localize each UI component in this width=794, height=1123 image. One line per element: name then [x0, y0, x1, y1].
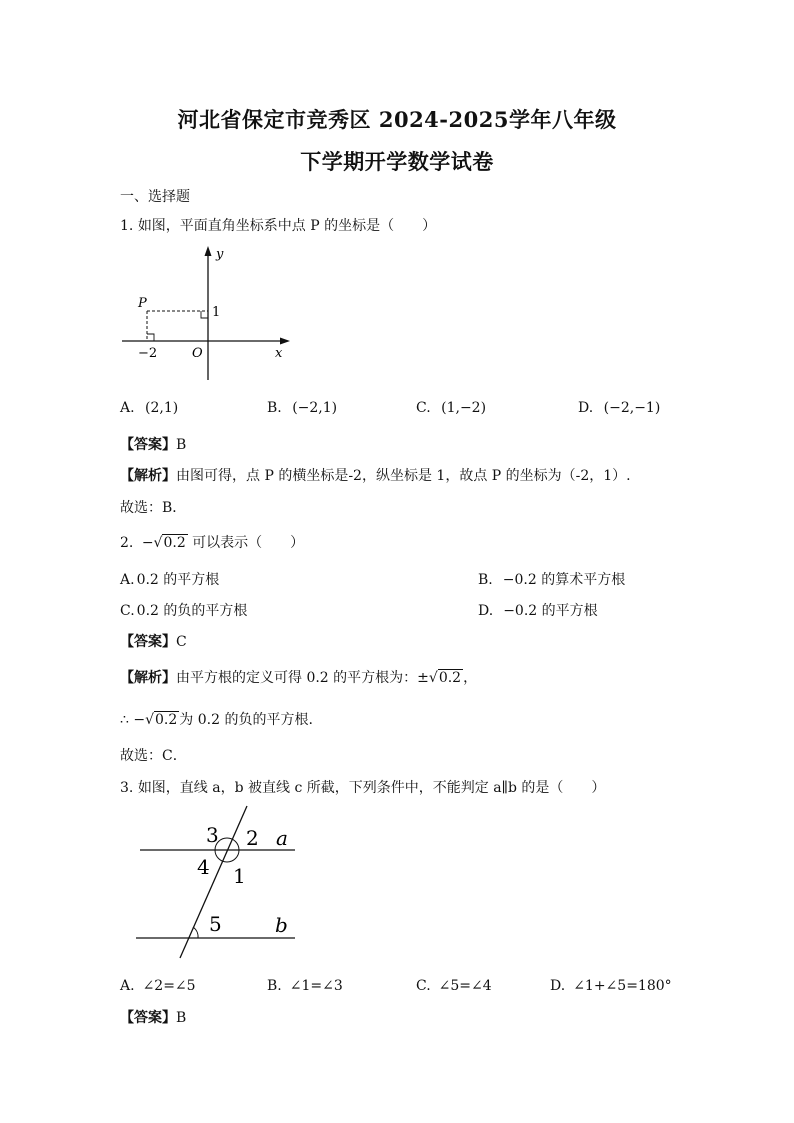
q2-therefore — [120, 710, 313, 730]
option-key: B. — [267, 978, 282, 994]
sqrt-expression — [145, 710, 179, 730]
origin-label: O — [192, 346, 203, 361]
q1-conclusion: 故选：B． — [120, 500, 187, 516]
option-text: ∠1=∠3 — [289, 978, 343, 994]
right-angle-mark-p — [147, 334, 154, 341]
radicand: 0.2 — [155, 712, 178, 728]
radical-sign: √ — [145, 712, 155, 728]
option-text: (2,1) — [145, 400, 179, 416]
analysis-text: 由平方根的定义可得 0.2 的平方根为：± — [176, 670, 429, 686]
x-axis-label: x — [275, 346, 283, 361]
option-key: C. — [416, 978, 431, 994]
question-text: 如图，直线 a，b 被直线 c 所截，下列条件中，不能判定 a∥b 的是（ ） — [137, 780, 606, 796]
analysis-text: 由图可得，点 P 的横坐标是-2，纵坐标是 1，故点 P 的坐标为（-2，1）. — [176, 468, 631, 484]
minus-sign: − — [141, 535, 154, 551]
q2-option-a — [120, 570, 219, 590]
q1-option-c — [416, 398, 486, 418]
option-text: ∠5=∠4 — [438, 978, 492, 994]
coordinate-figure — [110, 240, 300, 385]
option-text: ∠1+∠5=180° — [573, 978, 672, 994]
q3-answer — [120, 1008, 186, 1028]
option-key: D. — [578, 400, 594, 416]
q1-option-d — [578, 398, 660, 418]
q2-conclusion: 故选：C． — [120, 748, 187, 764]
section-heading: 一、选择题 — [120, 189, 190, 205]
answer-value: C — [176, 634, 187, 650]
option-text: (1,−2) — [441, 400, 487, 416]
option-key: B. — [478, 572, 493, 588]
sqrt-expression — [154, 533, 188, 553]
y-axis-arrow — [205, 246, 212, 256]
q1-analysis — [120, 466, 631, 486]
answer-value: B — [176, 1010, 187, 1026]
option-key: A. — [120, 400, 135, 416]
answer-tag: 【答案】 — [120, 437, 176, 453]
therefore-text: ∴ − — [120, 712, 146, 728]
angle-5-label: 5 — [209, 912, 222, 936]
option-text: 0.2 的平方根 — [136, 572, 220, 588]
radical-sign: √ — [153, 535, 163, 551]
option-text: (−2,1) — [292, 400, 338, 416]
question-1-stem — [120, 216, 436, 236]
answer-tag: 【答案】 — [120, 634, 176, 650]
question-number: 1. — [120, 218, 134, 234]
analysis-tag: 【解析】 — [120, 468, 176, 484]
analysis-punct: ， — [463, 670, 478, 686]
q3-option-a — [120, 976, 196, 996]
answer-tag: 【答案】 — [120, 1010, 176, 1026]
q2-answer — [120, 632, 187, 652]
page-title-line2: 下学期开学数学试卷 — [300, 149, 494, 174]
option-key: D. — [550, 978, 566, 994]
radicand: 0.2 — [438, 670, 462, 686]
q3-option-d — [550, 976, 672, 996]
angle-1-label: 1 — [233, 864, 246, 888]
q1-answer — [120, 435, 186, 455]
answer-value: B — [176, 437, 187, 453]
option-key: D. — [478, 603, 494, 619]
angle-3-label: 3 — [206, 823, 219, 847]
question-2-stem — [120, 533, 304, 553]
q2-option-c — [120, 601, 247, 621]
radical-sign: √ — [428, 670, 438, 686]
option-text: −0.2 的平方根 — [503, 603, 598, 619]
option-text: (−2,−1) — [603, 400, 661, 416]
option-key: A. — [120, 978, 135, 994]
right-angle-mark-y — [201, 311, 208, 318]
q2-option-b — [478, 570, 625, 590]
option-key: A. — [120, 572, 135, 588]
angle-4-label: 4 — [197, 855, 210, 879]
line-a-label: a — [276, 826, 288, 850]
y-axis-label: y — [216, 247, 224, 262]
q3-option-b — [267, 976, 343, 996]
y-tick-label: 1 — [212, 305, 221, 320]
analysis-tag: 【解析】 — [120, 670, 176, 686]
point-p-label: P — [138, 296, 147, 311]
angle-2-label: 2 — [246, 826, 259, 850]
q2-analysis — [120, 668, 477, 688]
q1-option-a — [120, 398, 178, 418]
therefore-text: 为 0.2 的负的平方根. — [179, 712, 313, 728]
question-text: 如图，平面直角坐标系中点 P 的坐标是（ ） — [137, 218, 437, 234]
radicand: 0.2 — [163, 535, 186, 551]
question-number: 2. — [120, 535, 134, 551]
x-axis-arrow — [280, 338, 290, 345]
page-title-line1: 河北省保定市竞秀区 2024-2025学年八年级 — [177, 107, 617, 132]
line-b-label: b — [275, 913, 288, 937]
option-text: 0.2 的负的平方根 — [136, 603, 248, 619]
q1-option-b — [267, 398, 337, 418]
question-number: 3. — [120, 780, 134, 796]
x-tick-label: −2 — [138, 346, 158, 361]
option-key: B. — [267, 400, 282, 416]
sqrt-expression — [429, 668, 463, 688]
option-text: −0.2 的算术平方根 — [502, 572, 626, 588]
angle-arc-lower — [193, 927, 198, 938]
question-3-stem — [120, 778, 605, 798]
q3-option-c — [416, 976, 492, 996]
question-text: 可以表示（ ） — [187, 535, 305, 551]
q2-option-d — [478, 601, 598, 621]
parallel-lines-figure — [130, 800, 310, 965]
option-text: ∠2=∠5 — [142, 978, 196, 994]
option-key: C. — [120, 603, 135, 619]
option-key: C. — [416, 400, 431, 416]
